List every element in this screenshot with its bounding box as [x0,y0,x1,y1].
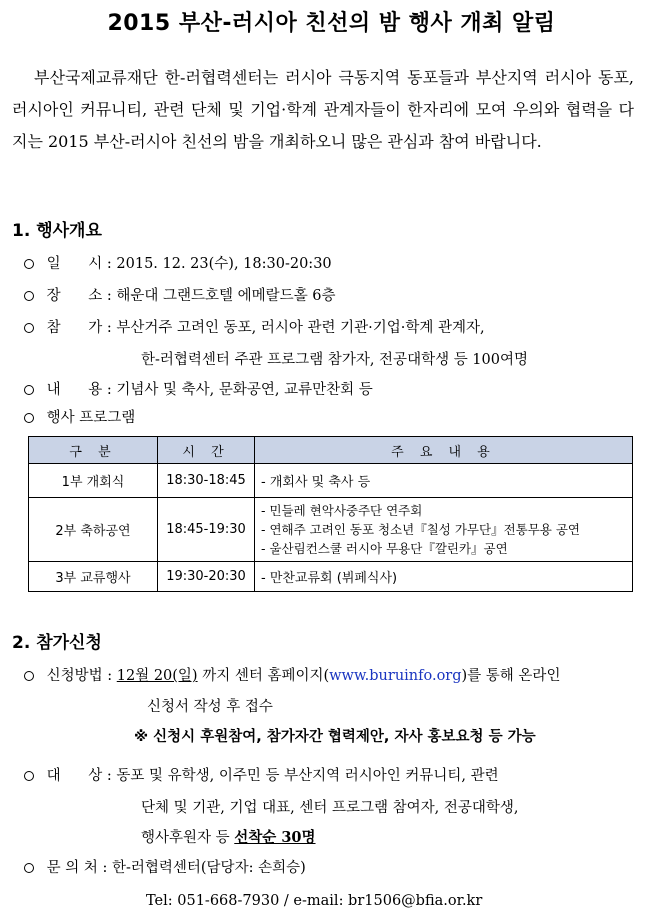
method-text: 까지 센터 홈페이지( [197,668,330,684]
circle-bullet-icon [24,413,34,423]
row-time: 19:30-20:30 [158,562,255,592]
row-part: 2부 축하공연 [29,498,158,562]
page-title: 2015 부산-러시아 친선의 밤 행사 개최 알림 [107,11,556,36]
program-table [28,436,633,592]
circle-bullet-icon [24,259,34,269]
row-content [255,498,633,562]
target-line1: 동포 및 유학생, 이주민 등 부산지역 러시아인 커뮤니티, 관련 [116,768,499,784]
row-time: 18:30-18:45 [158,464,255,498]
circle-bullet-icon [24,863,34,873]
content-line: - 울산림컨스쿨 러시아 무용단『깔린카』공연 [261,541,508,556]
table-row [29,498,633,562]
inquiry-label: 문 의 처 : [46,860,108,876]
method-text-cont: 신청서 작성 후 접수 [147,699,273,715]
contents-label: 내 용 : [46,382,112,398]
overview-contents [24,380,373,400]
application-inquiry [24,858,306,878]
header-content: 주 요 내 용 [255,437,633,464]
participants-label: 참 가 : [46,320,112,336]
overview-participants [24,318,485,338]
first-come-limit: 선착순 30명 [234,829,316,846]
header-part: 구 분 [29,437,158,464]
target-line3-text: 행사후원자 등 [141,830,235,846]
overview-date [24,254,332,274]
contents-value: 기념사 및 축사, 문화공연, 교류만찬회 등 [116,382,373,398]
overview-program [24,408,135,428]
application-note: ※ 신청시 후원참여, 참가자간 협력제안, 자사 홍보요청 등 가능 [134,729,536,745]
circle-bullet-icon [24,291,34,301]
table-header-row [29,437,633,464]
circle-bullet-icon [24,771,34,781]
application-target [24,766,499,786]
section-heading-application: 2. 참가신청 [12,633,102,653]
target-line3 [141,826,316,847]
program-label: 행사 프로그램 [46,410,136,426]
row-time: 18:45-19:30 [158,498,255,562]
participants-value-cont: 한-러협력센터 주관 프로그램 참가자, 전공대학생 등 100여명 [141,352,528,368]
overview-venue [24,286,336,306]
venue-value: 해운대 그랜드호텔 에메랄드홀 6층 [116,288,336,304]
contact-info: Tel: 051-668-7930 / e-mail: br1506@bfia.or.kr [146,893,483,909]
row-content: - 만찬교류회 (뷔페식사) [255,562,633,592]
header-time: 시 간 [158,437,255,464]
date-value: 2015. 12. 23(수), 18:30-20:30 [116,256,332,272]
row-content: - 개회사 및 축사 등 [255,464,633,498]
circle-bullet-icon [24,671,34,681]
table-row [29,562,633,592]
inquiry-value: 한-러협력센터(담당자: 손희승) [111,860,306,876]
application-method [24,666,560,686]
circle-bullet-icon [24,385,34,395]
target-label: 대 상 : [46,768,112,784]
table-row [29,464,633,498]
homepage-link[interactable]: www.buruinfo.org [329,668,462,684]
content-line: - 연해주 고려인 동포 청소년『칠성 가무단』전통무용 공연 [261,522,581,537]
target-line2: 단체 및 기관, 기업 대표, 센터 프로그램 참여자, 전공대학생, [141,800,519,816]
venue-label: 장 소 : [46,288,112,304]
row-part: 3부 교류행사 [29,562,158,592]
row-part: 1부 개회식 [29,464,158,498]
date-label: 일 시 : [46,256,112,272]
deadline-text: 12월 20(일) [116,668,198,684]
participants-value: 부산거주 고려인 동포, 러시아 관련 기관·기업·학계 관계자, [116,320,485,336]
method-label: 신청방법 : [46,668,113,684]
intro-paragraph: 부산국제교류재단 한-러협력센터는 러시아 극동지역 동포들과 부산지역 러시아 동포, 러시아인 커뮤니티, 관련 단체 및 기업·학계 관계자들이 한자리에 모여 우의와 협력을 다지는 2015 부산-러시아 친선의 밤을 개최하오니 많은 관심과 참여 바랍니다. [12,68,634,151]
method-text-end: )를 통해 온라인 [461,668,561,684]
content-line: - 민들레 현악사중주단 연주회 [261,503,423,518]
section-heading-overview: 1. 행사개요 [12,221,102,241]
circle-bullet-icon [24,323,34,333]
